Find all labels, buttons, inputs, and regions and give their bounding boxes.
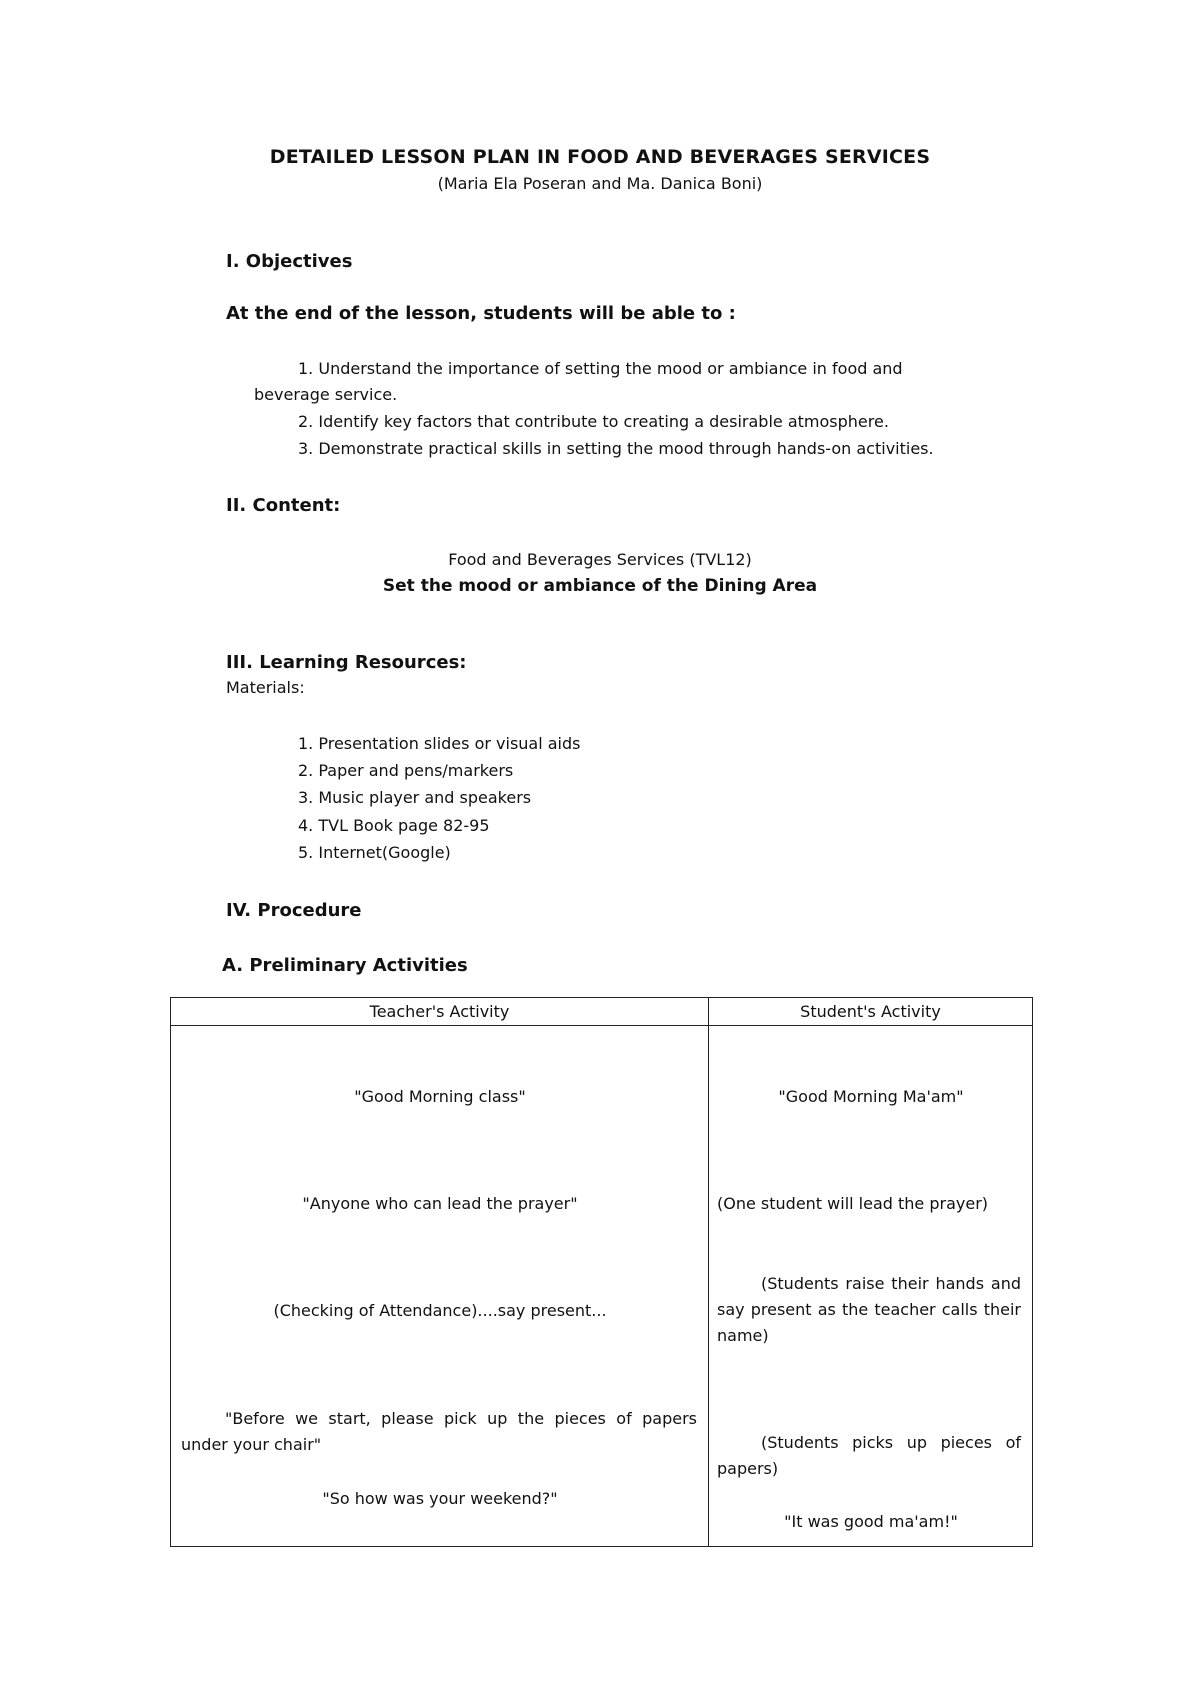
document-title: DETAILED LESSON PLAN IN FOOD AND BEVERAGES SERVICES — [269, 146, 931, 168]
content-heading: II. Content: — [226, 495, 341, 516]
teacher-pick-papers: "Before we start, please pick up the pieces of papers under your chair" — [181, 1409, 697, 1454]
material-item-5: 5. Internet(Google) — [298, 843, 451, 862]
objectives-heading: I. Objectives — [226, 251, 353, 272]
teacher-prayer: "Anyone who can lead the prayer" — [302, 1194, 578, 1213]
content-subject: Food and Beverages Services (TVL12) — [448, 550, 752, 569]
student-weekend: "It was good ma'am!" — [784, 1512, 958, 1531]
student-greeting: "Good Morning Ma'am" — [778, 1087, 964, 1106]
preliminary-heading: A. Preliminary Activities — [222, 955, 468, 976]
material-item-1: 1. Presentation slides or visual aids — [298, 734, 581, 753]
material-item-4: 4. TVL Book page 82-95 — [298, 816, 490, 835]
procedure-heading: IV. Procedure — [226, 900, 362, 921]
objectives-intro: At the end of the lesson, students will be able to : — [226, 303, 736, 324]
activities-table — [170, 997, 1033, 1547]
teacher-greeting: "Good Morning class" — [354, 1087, 526, 1106]
student-prayer: (One student will lead the prayer) — [717, 1194, 989, 1213]
teacher-column-header: Teacher's Activity — [171, 998, 709, 1026]
teacher-weekend: "So how was your weekend?" — [322, 1489, 558, 1508]
student-column-header: Student's Activity — [709, 998, 1033, 1026]
student-attendance: (Students raise their hands and say present as the teacher calls their name) — [717, 1274, 1021, 1345]
objective-item-1: 1. Understand the importance of setting the mood or ambiance in food and — [298, 359, 903, 378]
objective-item-1-cont: beverage service. — [254, 385, 398, 404]
teacher-activity-cell — [171, 1026, 709, 1547]
material-item-2: 2. Paper and pens/markers — [298, 761, 514, 780]
resources-heading: III. Learning Resources: — [226, 652, 467, 673]
student-activity-cell — [709, 1026, 1033, 1547]
authors-line: (Maria Ela Poseran and Ma. Danica Boni) — [437, 174, 763, 193]
materials-label: Materials: — [226, 678, 305, 697]
content-topic: Set the mood or ambiance of the Dining Area — [382, 576, 818, 596]
material-item-3: 3. Music player and speakers — [298, 788, 532, 807]
teacher-attendance: (Checking of Attendance)....say present... — [273, 1301, 607, 1320]
objective-item-2: 2. Identify key factors that contribute to creating a desirable atmosphere. — [298, 412, 889, 431]
student-pick-papers: (Students picks up pieces of papers) — [717, 1433, 1021, 1478]
objective-item-3: 3. Demonstrate practical skills in setting the mood through hands-on activities. — [298, 439, 934, 458]
